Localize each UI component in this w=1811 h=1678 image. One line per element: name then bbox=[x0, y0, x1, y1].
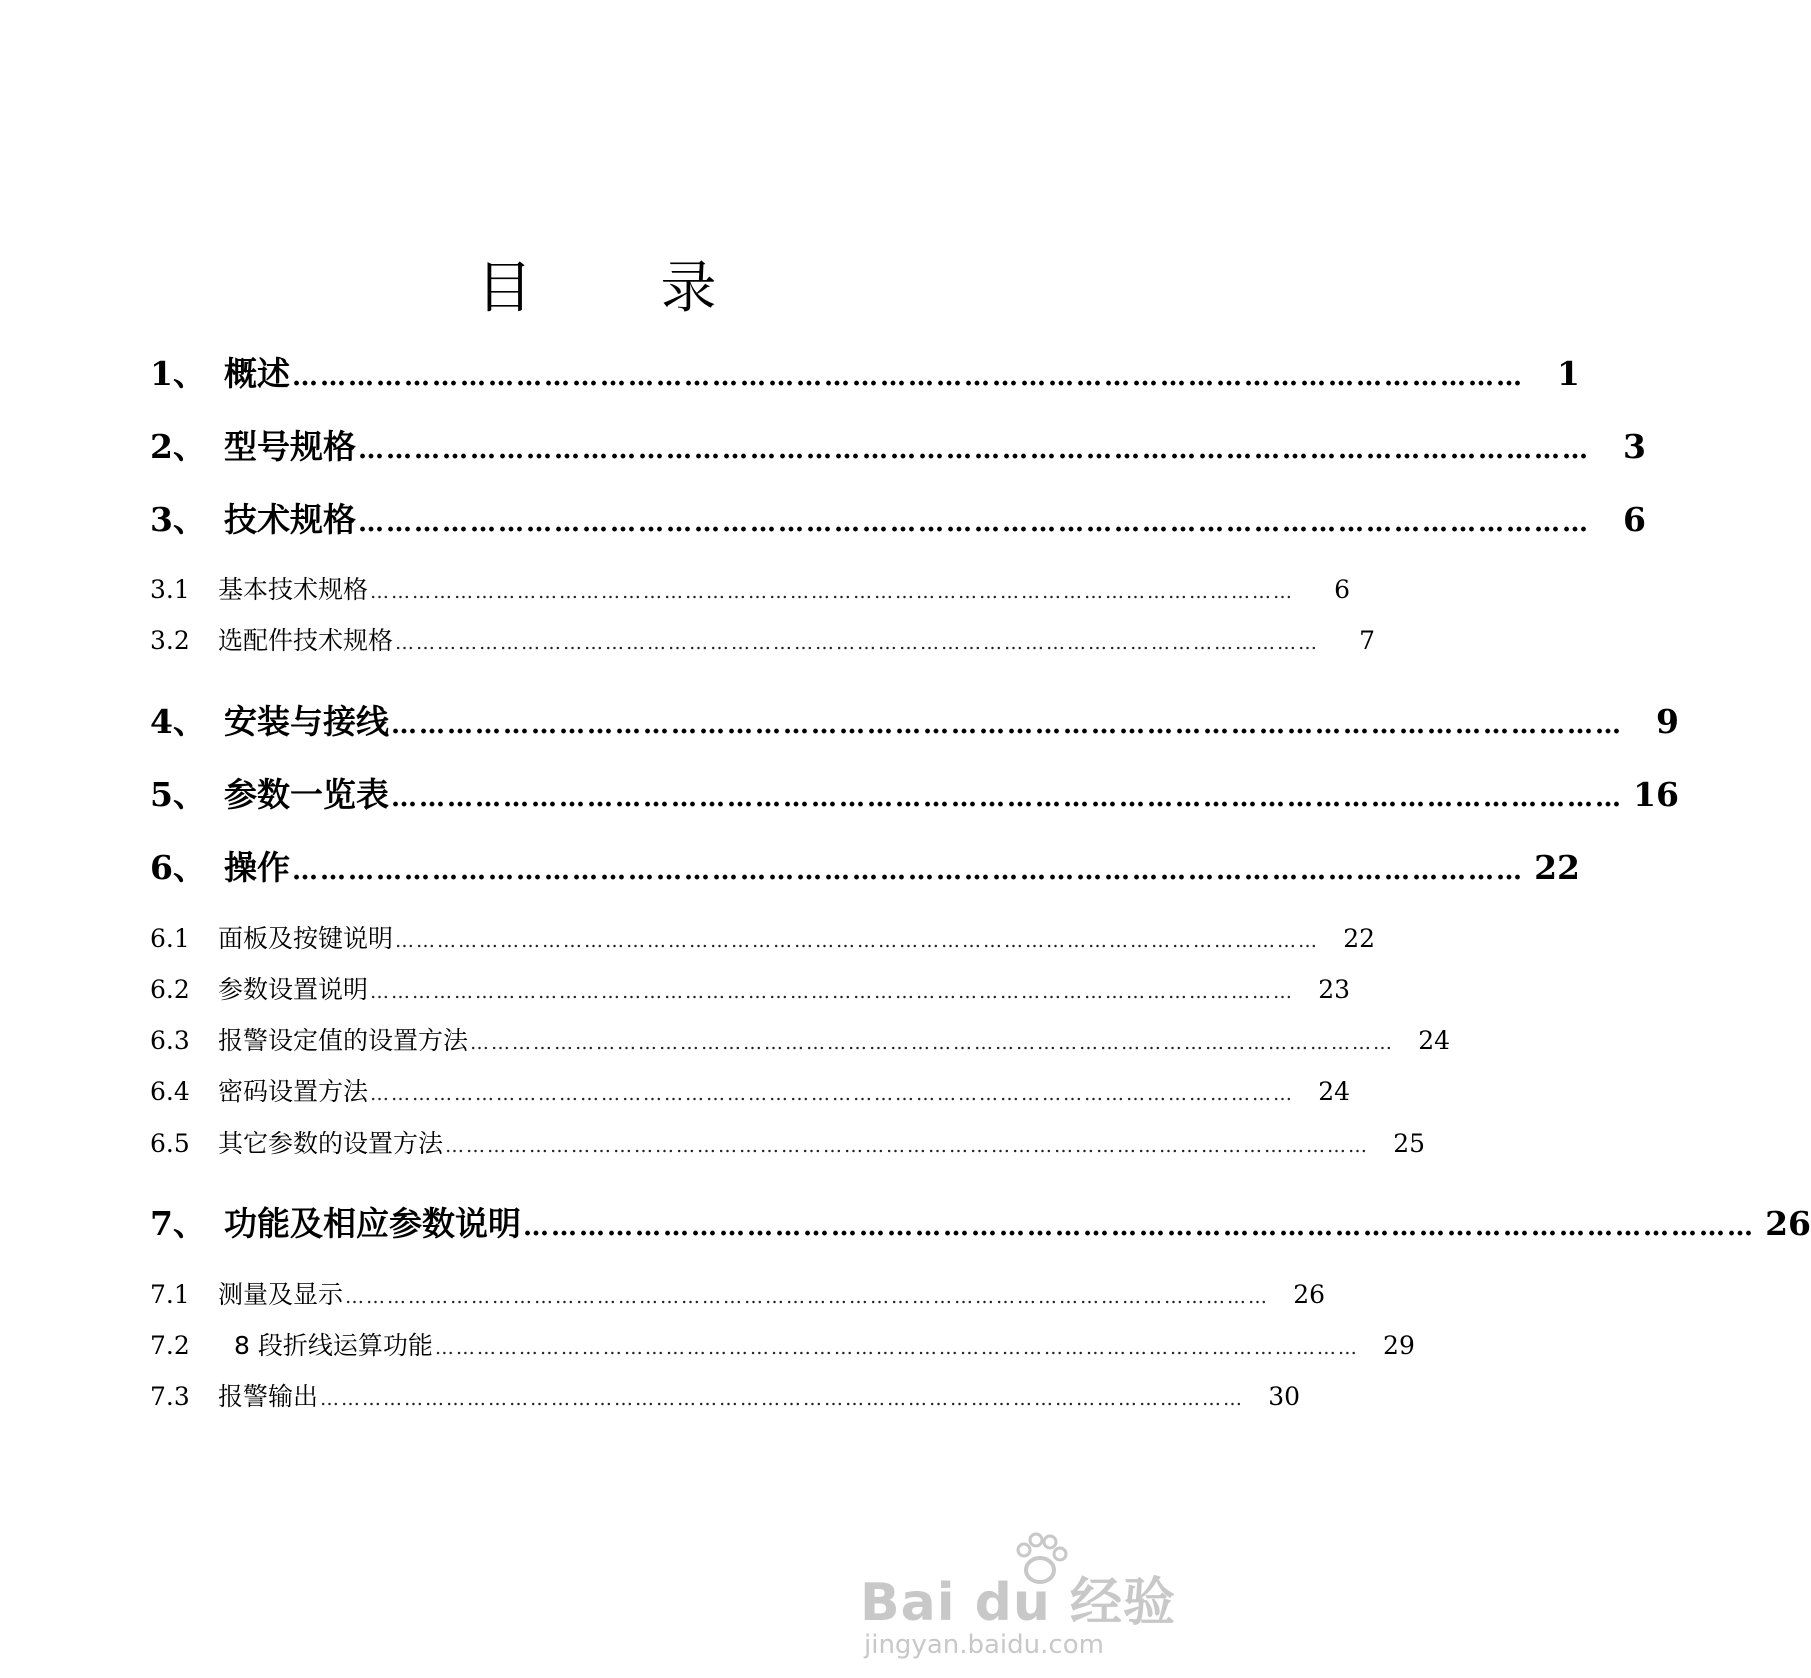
toc-entry-number: 3.2 bbox=[150, 626, 190, 655]
toc-entry-label: 技术规格 bbox=[224, 500, 356, 539]
toc-subentry[interactable] bbox=[150, 1124, 1426, 1160]
toc-entry-page: 30 bbox=[1268, 1382, 1301, 1411]
toc-entry-number: 2、 bbox=[150, 427, 206, 466]
toc-entry-number: 7.3 bbox=[150, 1382, 190, 1411]
toc-entry-label: 其它参数的设置方法 bbox=[218, 1129, 444, 1158]
toc-entry-number: 6、 bbox=[150, 848, 206, 887]
toc-entry[interactable] bbox=[150, 769, 1679, 816]
toc-entry-number: 6.5 bbox=[150, 1129, 190, 1158]
toc-entry-label: 安装与接线 bbox=[224, 702, 389, 741]
toc-entry-label: 报警设定值的设置方法 bbox=[218, 1026, 469, 1055]
dot-leader: …………………………………………………………………………………………………………………… bbox=[391, 783, 1623, 813]
toc-entry-label: 密码设置方法 bbox=[218, 1077, 369, 1106]
toc-entry[interactable] bbox=[150, 421, 1646, 468]
watermark-url: jingyan.baidu.com bbox=[864, 1630, 1104, 1660]
dot-leader: …………………………………………………………………………………………………………………… bbox=[395, 632, 1320, 654]
toc-entry-page: 6 bbox=[1334, 575, 1351, 604]
toc-entry-page: 24 bbox=[1318, 1077, 1351, 1106]
toc-subentry[interactable] bbox=[150, 970, 1351, 1006]
toc-entry-page: 7 bbox=[1359, 626, 1376, 655]
toc-entry-label: 选配件技术规格 bbox=[218, 626, 394, 655]
toc-entry-page: 1 bbox=[1557, 354, 1580, 393]
toc-entry-page: 6 bbox=[1623, 500, 1646, 539]
toc-entry-page: 24 bbox=[1418, 1026, 1451, 1055]
dot-leader: …………………………………………………………………………………………………………………… bbox=[370, 981, 1295, 1003]
toc-entry-number: 3.1 bbox=[150, 575, 190, 604]
toc-entry-label: 参数一览表 bbox=[224, 775, 389, 814]
toc-entry-label: 基本技术规格 bbox=[218, 575, 369, 604]
toc-subentry[interactable] bbox=[150, 1275, 1326, 1311]
toc-entry-label: 面板及按键说明 bbox=[218, 924, 394, 953]
toc-entry-page: 26 bbox=[1765, 1204, 1811, 1243]
toc-entry-page: 3 bbox=[1623, 427, 1646, 466]
toc-subentry[interactable] bbox=[150, 1326, 1415, 1362]
toc-subentry[interactable] bbox=[150, 1377, 1301, 1413]
toc-entry-number: 7、 bbox=[150, 1204, 206, 1243]
dot-leader: …………………………………………………………………………………………………………………… bbox=[370, 1083, 1295, 1105]
toc-entry-label: 8 段折线运算功能 bbox=[234, 1331, 433, 1360]
toc-entry-number: 3、 bbox=[150, 500, 206, 539]
dot-leader: …………………………………………………………………………………………………………………… bbox=[345, 1286, 1270, 1308]
toc-entry[interactable] bbox=[150, 696, 1679, 743]
dot-leader: …………………………………………………………………………………………………………………… bbox=[292, 856, 1524, 886]
dot-leader: …………………………………………………………………………………………………………………… bbox=[320, 1388, 1245, 1410]
toc-entry-label: 参数设置说明 bbox=[218, 975, 369, 1004]
toc-entry-number: 6.1 bbox=[150, 924, 190, 953]
toc-entry-page: 23 bbox=[1318, 975, 1351, 1004]
toc-entry-number: 7.2 bbox=[150, 1331, 190, 1360]
toc-entry-number: 4、 bbox=[150, 702, 206, 741]
baidu-jingyan-watermark bbox=[860, 1530, 1180, 1670]
dot-leader: …………………………………………………………………………………………………………………… bbox=[358, 435, 1590, 465]
toc-subentry[interactable] bbox=[150, 919, 1376, 955]
dot-leader: …………………………………………………………………………………………………………………… bbox=[358, 508, 1590, 538]
toc-entry-page: 29 bbox=[1383, 1331, 1415, 1360]
dot-leader: …………………………………………………………………………………………………………………… bbox=[523, 1212, 1755, 1242]
watermark-logo-text: Bai du 经验 bbox=[860, 1573, 1176, 1633]
toc-entry-label: 型号规格 bbox=[224, 427, 356, 466]
toc-subentry[interactable] bbox=[150, 1021, 1451, 1057]
toc-entry[interactable] bbox=[150, 494, 1646, 541]
dot-leader: …………………………………………………………………………………………………………………… bbox=[292, 362, 1524, 392]
toc-entry-number: 6.4 bbox=[150, 1077, 190, 1106]
toc-title-char-1: 目 bbox=[476, 256, 533, 321]
toc-entry-label: 测量及显示 bbox=[218, 1280, 344, 1309]
dot-leader: …………………………………………………………………………………………………………………… bbox=[434, 1337, 1359, 1359]
toc-entry-number: 7.1 bbox=[150, 1280, 190, 1309]
toc-entry-page: 25 bbox=[1393, 1129, 1426, 1158]
toc-entry[interactable] bbox=[150, 1198, 1811, 1245]
dot-leader: …………………………………………………………………………………………………………………… bbox=[395, 930, 1320, 952]
dot-leader: …………………………………………………………………………………………………………………… bbox=[370, 581, 1295, 603]
toc-entry-page: 9 bbox=[1656, 702, 1679, 741]
dot-leader: …………………………………………………………………………………………………………………… bbox=[391, 710, 1623, 740]
toc-entry-page: 22 bbox=[1343, 924, 1376, 953]
toc-subentry[interactable] bbox=[150, 570, 1351, 606]
toc-entry[interactable] bbox=[150, 348, 1580, 395]
toc-entry-label: 操作 bbox=[224, 848, 290, 887]
toc-entry-number: 1、 bbox=[150, 354, 206, 393]
toc-subentry[interactable] bbox=[150, 1072, 1351, 1108]
dot-leader: …………………………………………………………………………………………………………………… bbox=[470, 1032, 1395, 1054]
toc-entry[interactable] bbox=[150, 842, 1580, 889]
toc-entry-label: 功能及相应参数说明 bbox=[224, 1204, 521, 1243]
dot-leader: …………………………………………………………………………………………………………………… bbox=[445, 1135, 1370, 1157]
toc-subentry[interactable] bbox=[150, 621, 1376, 657]
toc-entry-number: 6.3 bbox=[150, 1026, 190, 1055]
toc-entry-number: 5、 bbox=[150, 775, 206, 814]
toc-entry-page: 22 bbox=[1534, 848, 1580, 887]
toc-entry-page: 16 bbox=[1633, 775, 1679, 814]
toc-entry-label: 报警输出 bbox=[218, 1382, 319, 1411]
toc-entry-label: 概述 bbox=[224, 354, 290, 393]
toc-entry-number: 6.2 bbox=[150, 975, 190, 1004]
toc-entry-page: 26 bbox=[1293, 1280, 1326, 1309]
toc-title-char-2: 录 bbox=[660, 256, 717, 321]
